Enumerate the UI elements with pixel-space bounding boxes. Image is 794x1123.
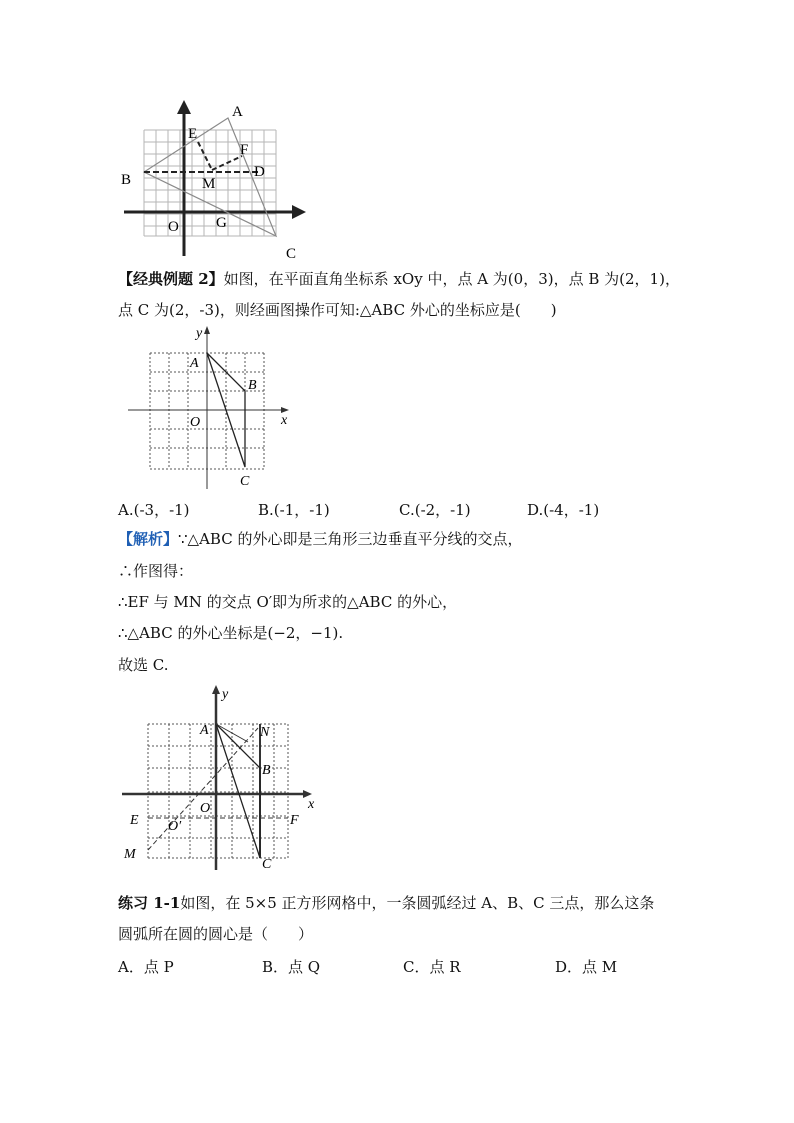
fig2-y-arrow [204, 326, 210, 334]
fig1-label-c: C [286, 246, 297, 262]
fig3-y-arrow [212, 685, 220, 694]
fig3-grid [148, 724, 288, 858]
fig1-label-g: G [216, 215, 227, 231]
exercise-option-c[interactable]: C．点 R [403, 958, 461, 976]
fig3-label-a: A [200, 723, 209, 738]
fig3-label-f: F [290, 813, 299, 828]
exercise-line-2: 圆弧所在圆的圆心是（ ） [118, 925, 314, 943]
fig1-label-a: A [232, 104, 243, 120]
fig3-label-oprime: O′ [168, 819, 182, 834]
fig2-label-x: x [281, 413, 288, 428]
example2-question-part1: 如图，在平面直角坐标系 xOy 中，点 A 为(0，3)，点 B 为(2，1)， [223, 270, 680, 288]
option-c[interactable]: C.(-2，-1) [399, 501, 471, 519]
exercise-text-1: 如图，在 5×5 正方形网格中，一条圆弧经过 A、B、C 三点，那么这条 [180, 894, 655, 912]
analysis-line-2: ∴作图得： [118, 562, 194, 580]
exercise-option-d[interactable]: D．点 M [555, 958, 618, 976]
fig3-label-b: B [262, 763, 271, 778]
fig1-label-m: M [202, 176, 216, 192]
example2-line-1 [118, 269, 680, 289]
fig2-label-c: C [240, 474, 250, 489]
exercise-option-a[interactable]: A．点 P [118, 958, 174, 976]
fig3-label-m: M [124, 847, 136, 862]
option-b[interactable]: B.(-1，-1) [258, 501, 330, 519]
fig2-label-a: A [190, 356, 199, 371]
figure-2-coordinate-grid [124, 323, 296, 491]
fig3-label-o: O [200, 801, 211, 816]
fig1-label-e: E [188, 126, 198, 142]
fig1-y-arrow [177, 100, 191, 114]
option-d[interactable]: D.(-4，-1) [527, 501, 600, 519]
fig2-label-o: O [190, 415, 201, 430]
option-a[interactable]: A.(-3，-1) [118, 501, 190, 519]
figure-3-solution-grid [118, 682, 328, 874]
example2-heading: 【经典例题 2】 [118, 270, 224, 288]
fig3-label-y: y [222, 687, 229, 702]
example2-line-2: 点 C 为(2，-3)，则经画图操作可知:△ABC 外心的坐标应是( ) [118, 301, 557, 319]
fig1-label-d: D [254, 164, 265, 180]
analysis-line-3: ∴EF 与 MN 的交点 O′即为所求的△ABC 的外心， [118, 593, 458, 611]
fig2-label-b: B [248, 378, 257, 393]
fig2-label-y: y [196, 326, 203, 341]
fig3-label-c: C [262, 857, 272, 872]
fig3-label-e: E [130, 813, 139, 828]
fig1-label-b: B [121, 172, 132, 188]
exercise-option-b[interactable]: B．点 Q [262, 958, 321, 976]
figure-1-grid-diagram [118, 96, 318, 266]
analysis-heading: 【解析】 [118, 530, 179, 548]
analysis-line-1 [118, 529, 522, 549]
analysis-line-4: ∴△ABC 的外心坐标是(−2，−1). [118, 624, 344, 642]
fig3-label-n: N [260, 725, 270, 740]
fig1-x-arrow [292, 205, 306, 219]
fig1-label-f: F [240, 142, 249, 158]
exercise-line-1 [118, 893, 654, 913]
fig3-label-x: x [308, 797, 315, 812]
analysis-line-5: 故选 C. [118, 656, 169, 674]
analysis-text-1: ∵△ABC 的外心即是三角形三边垂直平分线的交点， [178, 530, 523, 548]
fig1-label-o: O [168, 219, 179, 235]
exercise-heading: 练习 1-1 [118, 894, 181, 912]
